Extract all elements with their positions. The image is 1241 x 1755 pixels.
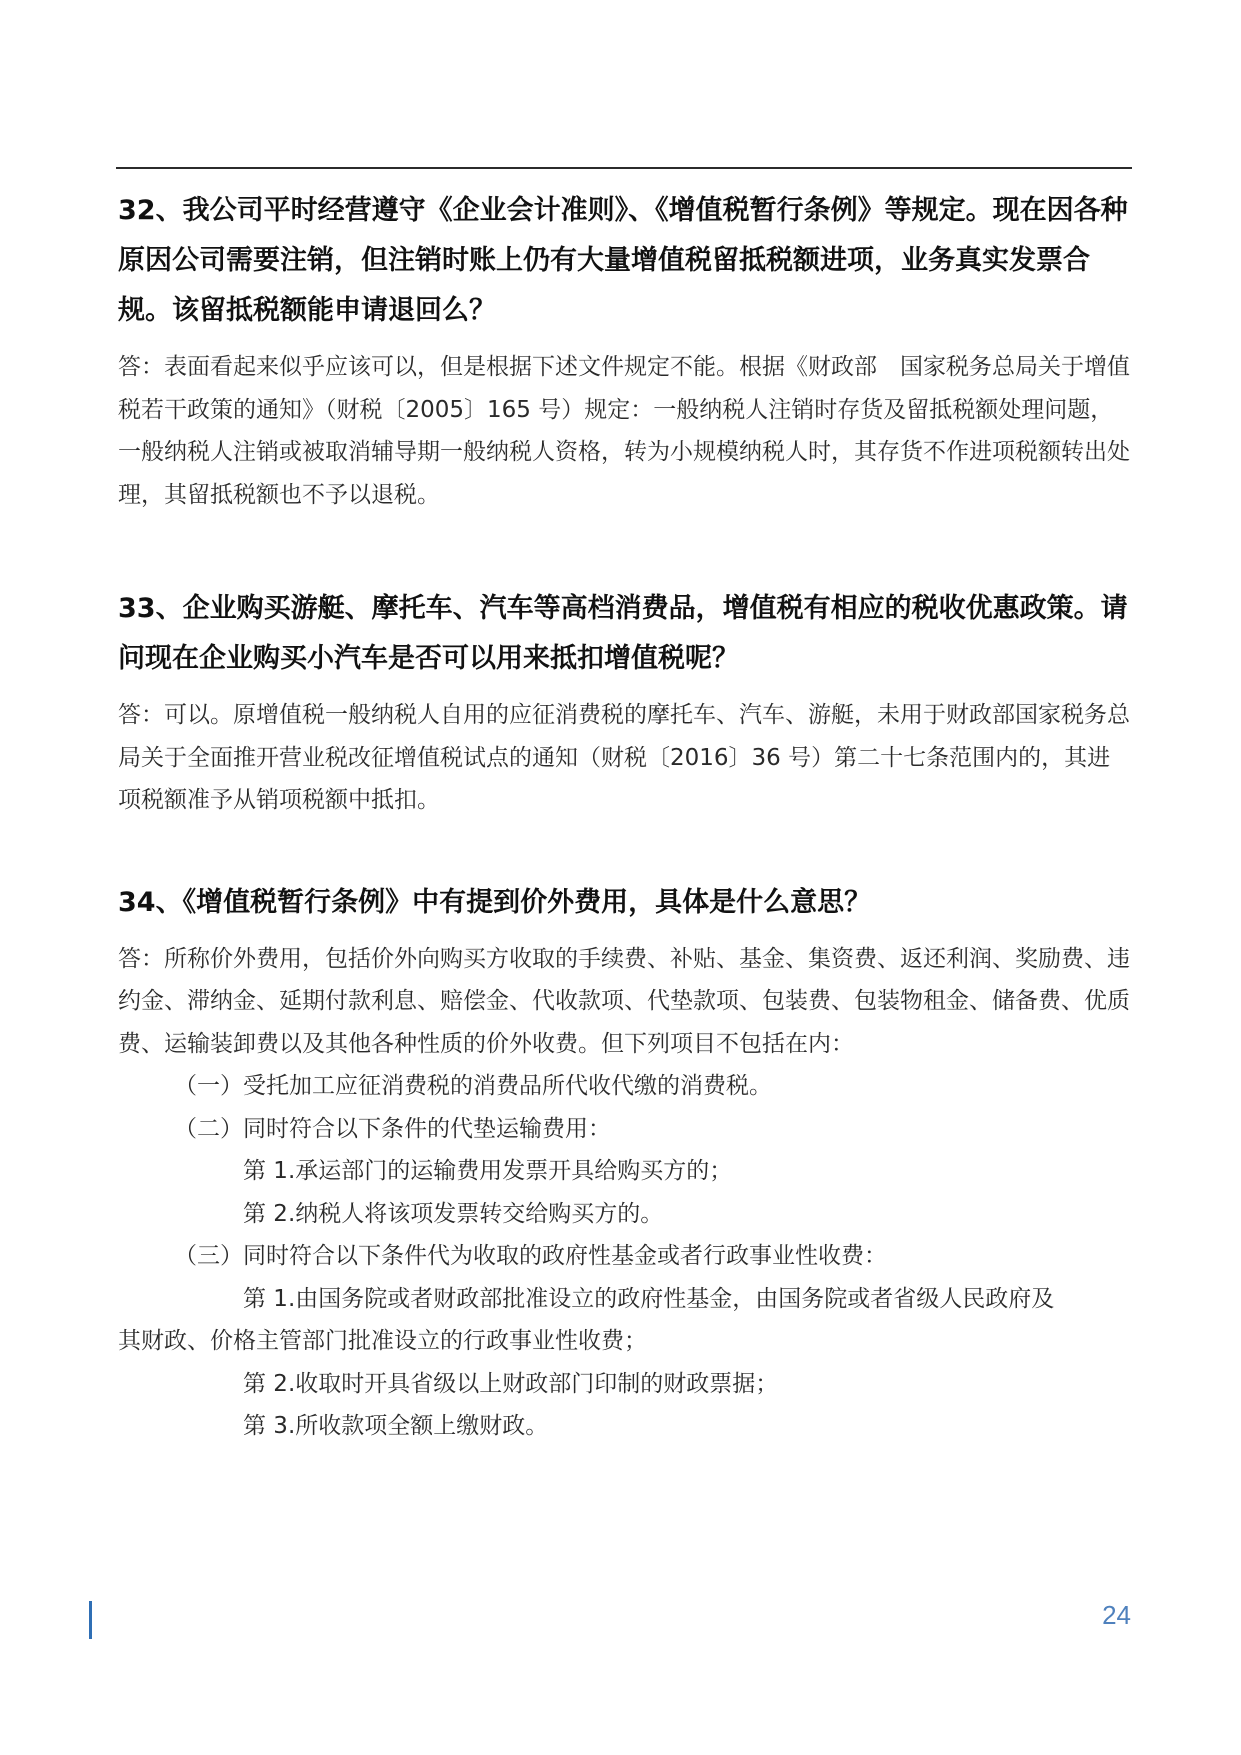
question-32: 32、我公司平时经营遵守《企业会计准则》、《增值税暂行条例》等规定。现在因各种原因公司需要注销，但注销时账上仍有大量增值税留抵税额进项，业务真实发票合规。该留抵税额能申请退回么？ [118, 195, 1128, 326]
footer-accent-bar [89, 1601, 92, 1639]
answer-34-item-2: （二）同时符合以下条件的代垫运输费用： [174, 1115, 611, 1142]
question-33: 33、企业购买游艇、摩托车、汽车等高档消费品，增值税有相应的税收优惠政策。请问现在企业购买小汽车是否可以用来抵扣增值税呢？ [118, 593, 1128, 674]
page-number: 24 [1102, 1600, 1131, 1630]
answer-34-item-3-sub-1a: 第 1.由国务院或者财政部批准设立的政府性基金，由国务院或者省级人民政府及 [243, 1285, 1055, 1312]
question-34: 34、《增值税暂行条例》中有提到价外费用，具体是什么意思？ [118, 886, 872, 918]
top-rule [116, 167, 1132, 169]
answer-34-item-2-sub-1: 第 1.承运部门的运输费用发票开具给购买方的； [243, 1158, 733, 1184]
answer-34-item-3: （三）同时符合以下条件代为收取的政府性基金或者行政事业性收费： [174, 1243, 887, 1269]
answer-34-item-1: （一）受托加工应征消费税的消费品所代收代缴的消费税。 [174, 1073, 772, 1099]
answer-34-item-2-sub-2: 第 2.纳税人将该项发票转交给购买方的。 [243, 1200, 664, 1227]
answer-34-intro: 答：所称价外费用，包括价外向购买方收取的手续费、补贴、基金、集资费、返还利润、奖励费、违约金、滞纳金、延期付款利息、赔偿金、代收款项、代垫款项、包装费、包装物租金、储备费、优质费、运输装卸费以及其他各种性质的价外收费。但下列项目不包括在内： [118, 945, 1130, 1057]
answer-32: 答：表面看起来似乎应该可以，但是根据下述文件规定不能。根据《财政部 国家税务总局关于增值税若干政策的通知》（财税〔2005〕165 号）规定：一般纳税人注销时存货及留抵税额处理问题，一般纳税人注销或被取消辅导期一般纳税人资格，转为小规模纳税人时，其存货不作进项税额转出处理，其留抵税额也不予以退税。 [118, 354, 1130, 508]
answer-34-item-3-sub-1b: 其财政、价格主管部门批准设立的行政事业性收费； [118, 1328, 647, 1354]
answer-34-item-3-sub-2: 第 2.收取时开具省级以上财政部门印制的财政票据； [243, 1370, 779, 1397]
answer-34-item-3-sub-3: 第 3.所收款项全额上缴财政。 [243, 1413, 549, 1439]
document-body [118, 172, 1130, 1448]
answer-33: 答：可以。原增值税一般纳税人自用的应征消费税的摩托车、汽车、游艇，未用于财政部国家税务总局关于全面推开营业税改征增值税试点的通知（财税〔2016〕36 号）第二十七条范围内的，其进项税额准予从销项税额中抵扣。 [118, 702, 1130, 813]
